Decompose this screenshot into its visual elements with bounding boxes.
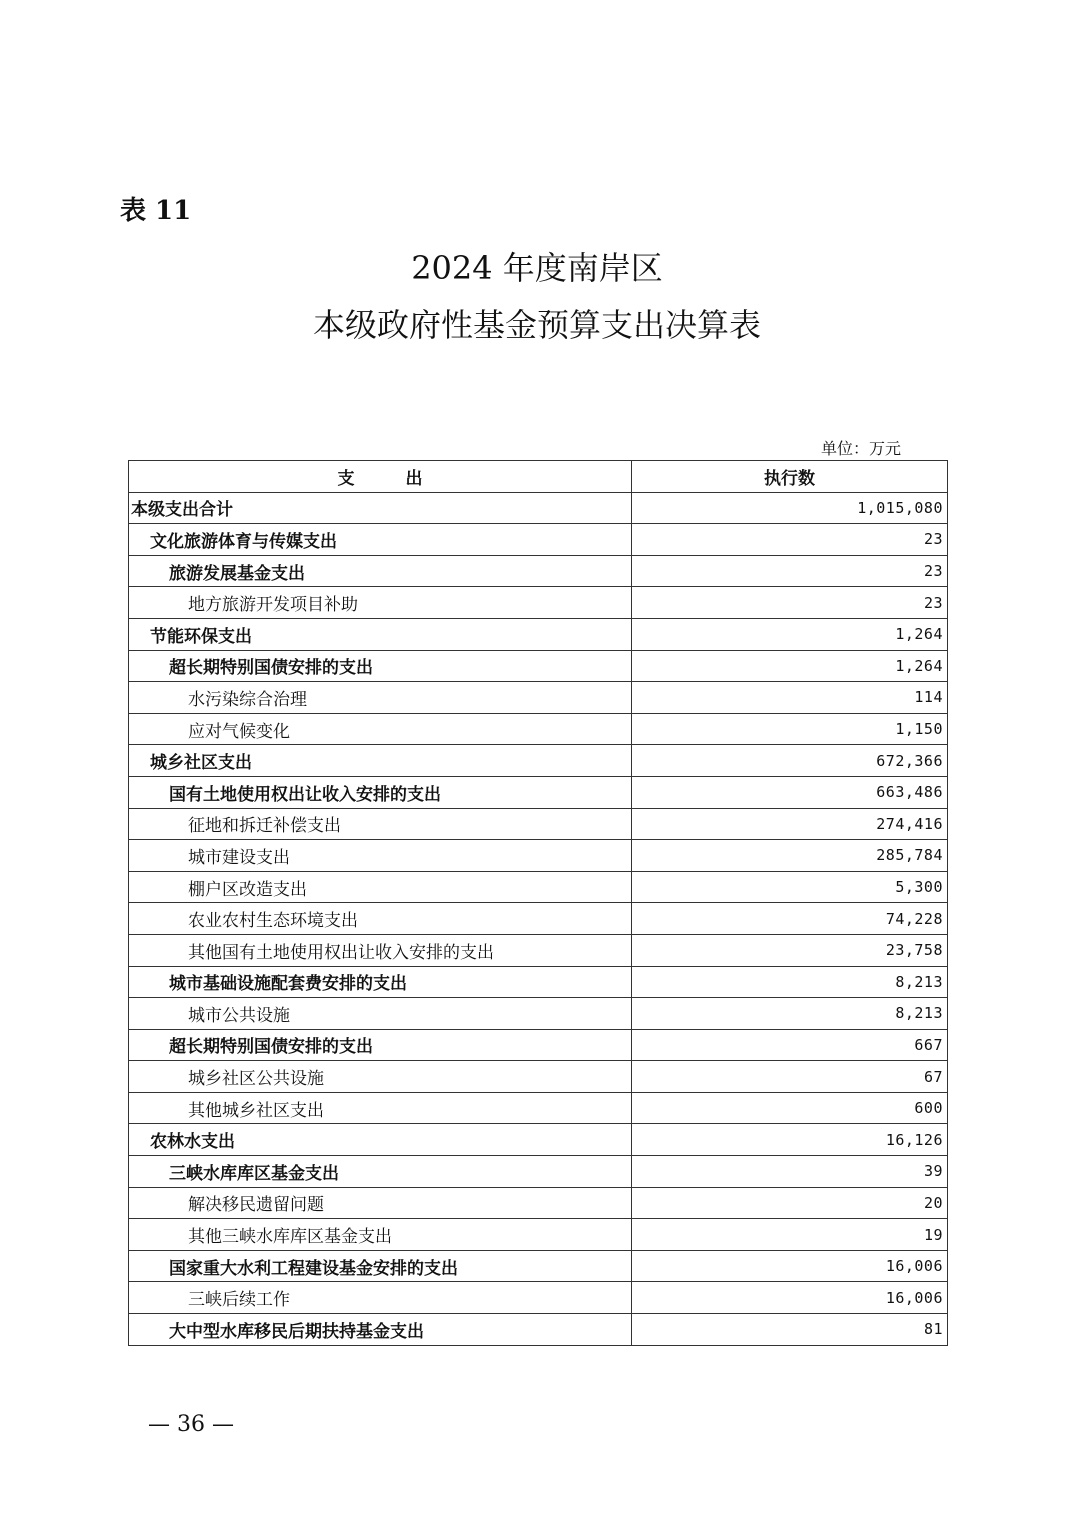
row-value: 16,126 — [632, 1124, 948, 1156]
row-item-label: 旅游发展基金支出 — [129, 555, 632, 587]
row-item-label: 其他三峡水库库区基金支出 — [129, 1219, 632, 1251]
row-item-label: 文化旅游体育与传媒支出 — [129, 524, 632, 556]
table-row — [129, 776, 948, 808]
row-value: 74,228 — [632, 903, 948, 935]
table-row — [129, 682, 948, 714]
table-row — [129, 1219, 948, 1251]
table-row — [129, 713, 948, 745]
row-value: 1,015,080 — [632, 492, 948, 524]
row-item-label: 征地和拆迁补偿支出 — [129, 808, 632, 840]
row-item-label: 城市基础设施配套费安排的支出 — [129, 966, 632, 998]
row-value: 23,758 — [632, 934, 948, 966]
row-value: 16,006 — [632, 1250, 948, 1282]
row-value: 16,006 — [632, 1282, 948, 1314]
unit-note: 单位：万元 — [821, 439, 902, 458]
page-number: — 36 — — [148, 1412, 234, 1437]
row-item-label: 超长期特别国债安排的支出 — [129, 650, 632, 682]
row-value: 1,264 — [632, 618, 948, 650]
row-item-label: 城市建设支出 — [129, 840, 632, 872]
row-value: 600 — [632, 1092, 948, 1124]
row-item-label: 其他国有土地使用权出让收入安排的支出 — [129, 934, 632, 966]
document-title-line-2: 本级政府性基金预算支出决算表 — [312, 306, 761, 344]
row-value: 23 — [632, 524, 948, 556]
row-item-label: 国家重大水利工程建设基金安排的支出 — [129, 1250, 632, 1282]
row-value: 672,366 — [632, 745, 948, 777]
table-row — [129, 650, 948, 682]
table-row — [129, 840, 948, 872]
row-item-label: 农林水支出 — [129, 1124, 632, 1156]
table-row — [129, 618, 948, 650]
table-row — [129, 524, 948, 556]
row-value: 285,784 — [632, 840, 948, 872]
row-value: 20 — [632, 1187, 948, 1219]
row-value: 274,416 — [632, 808, 948, 840]
row-value: 39 — [632, 1156, 948, 1188]
row-item-label: 城乡社区公共设施 — [129, 1061, 632, 1093]
table-row — [129, 998, 948, 1030]
table-row — [129, 1124, 948, 1156]
row-item-label: 地方旅游开发项目补助 — [129, 587, 632, 619]
row-value: 1,264 — [632, 650, 948, 682]
row-value: 67 — [632, 1061, 948, 1093]
row-value: 23 — [632, 555, 948, 587]
row-item-label: 城市公共设施 — [129, 998, 632, 1030]
row-value: 667 — [632, 1029, 948, 1061]
row-item-label: 农业农村生态环境支出 — [129, 903, 632, 935]
header-item: 支 出 — [129, 461, 632, 493]
table-row — [129, 1187, 948, 1219]
row-item-label: 棚户区改造支出 — [129, 871, 632, 903]
row-item-label: 水污染综合治理 — [129, 682, 632, 714]
table-row — [129, 492, 948, 524]
header-value: 执行数 — [632, 461, 948, 493]
row-item-label: 城乡社区支出 — [129, 745, 632, 777]
table-row — [129, 808, 948, 840]
row-value: 81 — [632, 1314, 948, 1346]
table-row — [129, 1314, 948, 1346]
table-label: 表 11 — [120, 196, 192, 226]
row-item-label: 节能环保支出 — [129, 618, 632, 650]
table-row — [129, 1061, 948, 1093]
row-value: 19 — [632, 1219, 948, 1251]
row-item-label: 国有土地使用权出让收入安排的支出 — [129, 776, 632, 808]
row-value: 8,213 — [632, 998, 948, 1030]
table-row — [129, 555, 948, 587]
row-value: 23 — [632, 587, 948, 619]
row-item-label: 本级支出合计 — [129, 492, 632, 524]
table-row — [129, 934, 948, 966]
table-row — [129, 903, 948, 935]
table-header-row — [129, 461, 948, 493]
row-value: 5,300 — [632, 871, 948, 903]
row-item-label: 大中型水库移民后期扶持基金支出 — [129, 1314, 632, 1346]
table-row — [129, 1250, 948, 1282]
row-item-label: 三峡后续工作 — [129, 1282, 632, 1314]
row-item-label: 应对气候变化 — [129, 713, 632, 745]
row-value: 114 — [632, 682, 948, 714]
row-value: 1,150 — [632, 713, 948, 745]
table-row — [129, 1282, 948, 1314]
row-item-label: 解决移民遗留问题 — [129, 1187, 632, 1219]
row-value: 8,213 — [632, 966, 948, 998]
table-row — [129, 1156, 948, 1188]
document-title-line-1: 2024 年度南岸区 — [411, 249, 663, 287]
table-row — [129, 1029, 948, 1061]
table-row — [129, 871, 948, 903]
table-row — [129, 966, 948, 998]
table-body — [129, 492, 948, 1345]
row-item-label: 其他城乡社区支出 — [129, 1092, 632, 1124]
row-item-label: 三峡水库库区基金支出 — [129, 1156, 632, 1188]
table-row — [129, 587, 948, 619]
table-row — [129, 745, 948, 777]
table-row — [129, 1092, 948, 1124]
row-value: 663,486 — [632, 776, 948, 808]
row-item-label: 超长期特别国债安排的支出 — [129, 1029, 632, 1061]
expenditure-table — [128, 460, 948, 1346]
